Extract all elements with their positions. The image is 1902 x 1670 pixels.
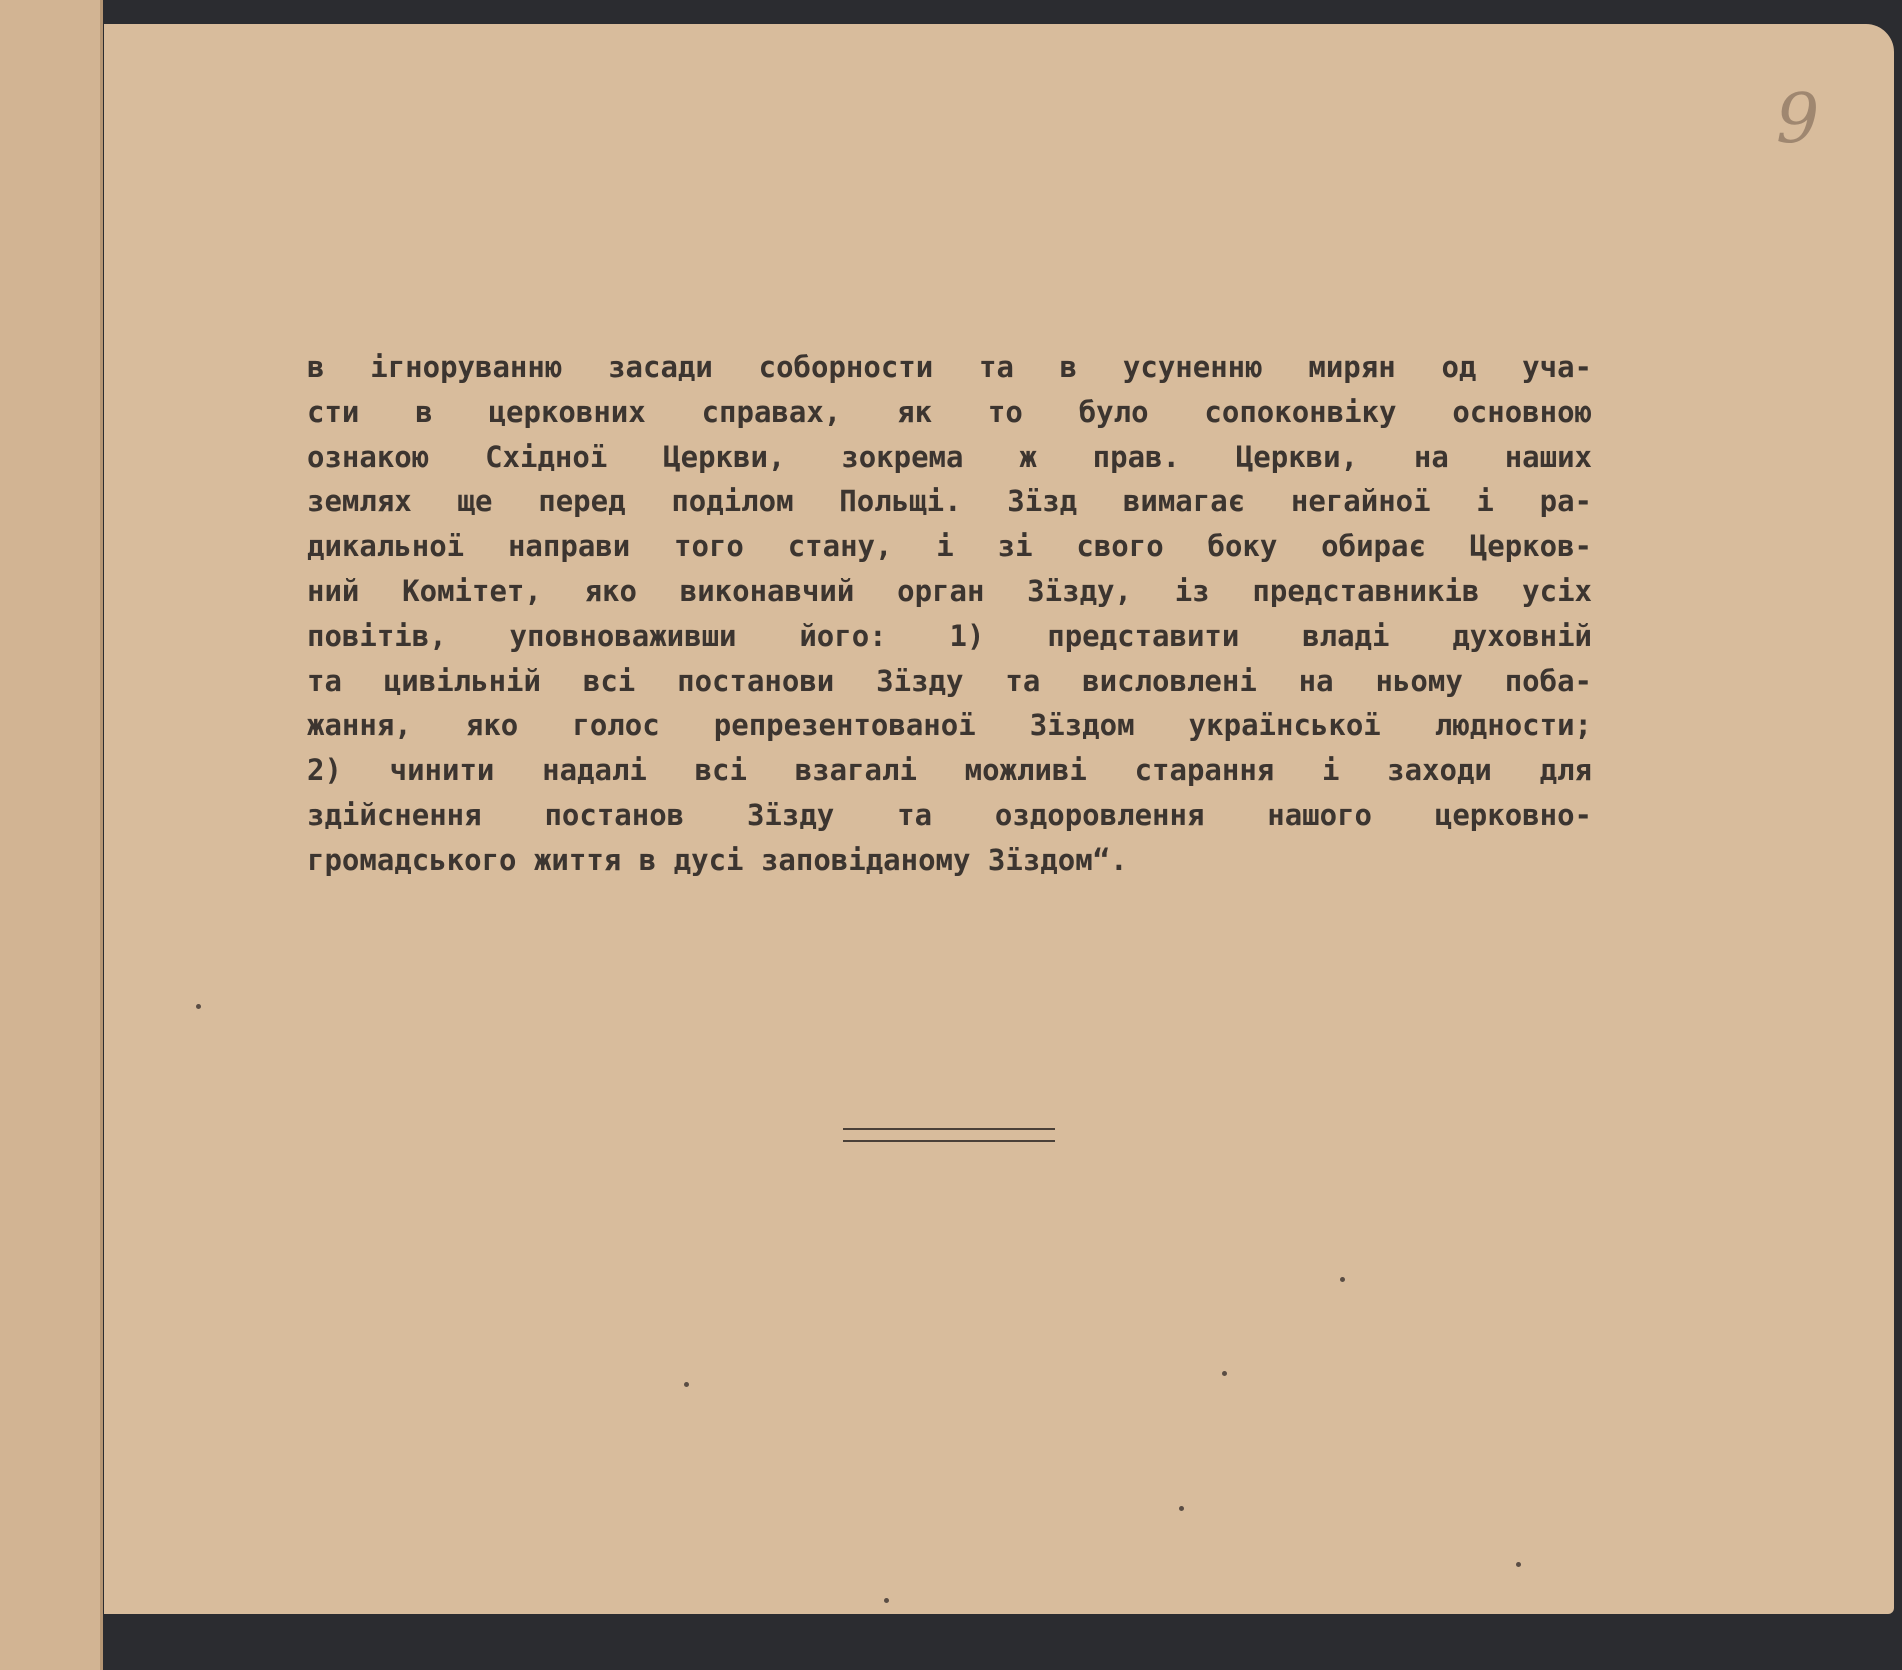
text-line: землях ще перед поділом Польщі. Зїзд вимагає негайної і ра- bbox=[307, 484, 1592, 519]
text-line: в ігноруванню засади соборности та в усуненню мирян од уча- bbox=[307, 350, 1592, 384]
text-line: жання, яко голос репрезентованої Зїздом української людности; bbox=[307, 708, 1592, 743]
text-line: 2) чинити надалі всі взагалі можливі старання і заходи для bbox=[307, 753, 1592, 788]
paper-speck bbox=[684, 1382, 689, 1387]
text-line: здійснення постанов Зїзду та оздоровлення нашого церковно- bbox=[307, 797, 1592, 832]
text-line: ний Комітет, яко виконавчий орган Зїзду, із представників усіх bbox=[307, 573, 1592, 608]
separator-rule bbox=[843, 1140, 1055, 1142]
paper-speck bbox=[1222, 1371, 1227, 1376]
text-line: ознакою Східної Церкви, зокрема ж прав. Церкви, на наших bbox=[307, 439, 1592, 474]
handwritten-page-number: 9 bbox=[1776, 80, 1820, 159]
body-text bbox=[307, 345, 1592, 883]
text-line: сти в церковних справах, як то було сопоконвіку основною bbox=[307, 394, 1592, 429]
text-line: дикальної направи того стану, і зі свого боку обирає Церков- bbox=[307, 529, 1592, 564]
paper-speck bbox=[1516, 1562, 1521, 1567]
book-page bbox=[104, 24, 1894, 1614]
separator-rule bbox=[843, 1128, 1055, 1130]
text-line: та цивільній всі постанови Зїзду та висловлені на ньому поба- bbox=[307, 663, 1592, 698]
paper-speck bbox=[884, 1598, 889, 1603]
double-rule-separator bbox=[843, 1128, 1055, 1142]
previous-page-edge bbox=[0, 0, 103, 1670]
text-line: повітів, уповноваживши його: 1) представити владі духовній bbox=[307, 618, 1592, 653]
paper-speck bbox=[1340, 1277, 1345, 1282]
text-line: громадського життя в дусі заповіданому Зїздом“. bbox=[307, 842, 1128, 877]
paper-speck bbox=[196, 1004, 201, 1009]
paper-speck bbox=[1179, 1506, 1184, 1511]
